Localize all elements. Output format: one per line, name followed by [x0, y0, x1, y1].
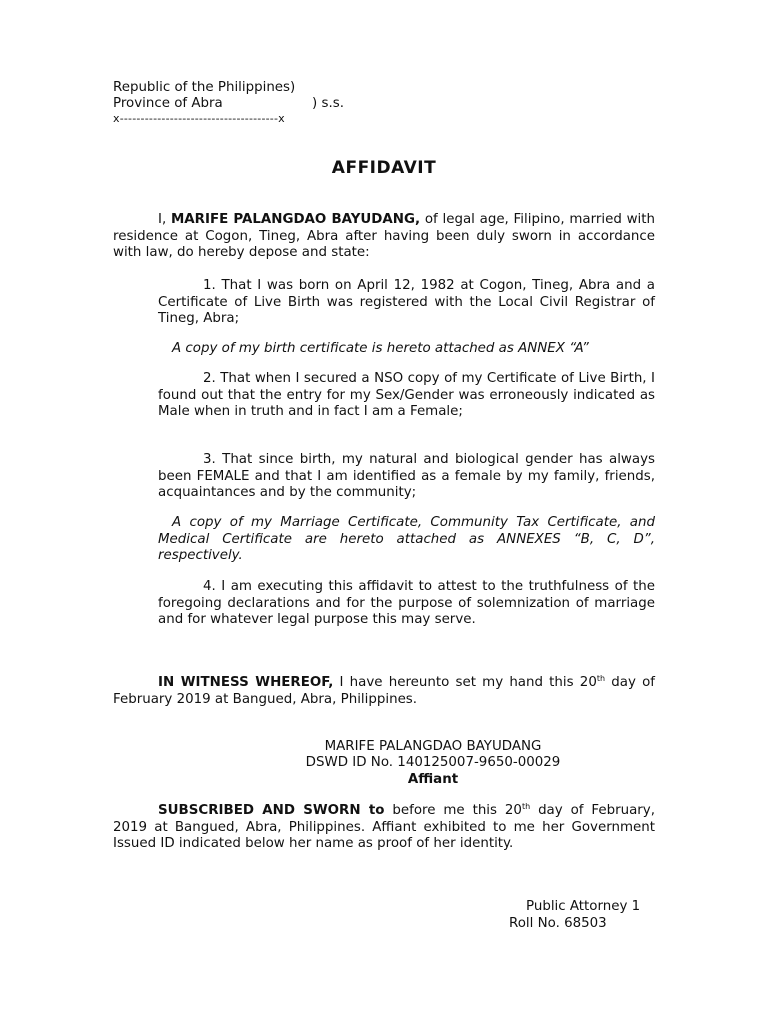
intro-lead: I,	[158, 212, 167, 227]
intro-paragraph	[113, 212, 655, 262]
statement-item-4: 4. I am executing this affidavit to attest to the truthfulness of the foregoing declarations and for the purpose of solemnization of marriage and for whatever legal purpose this may serve.	[158, 579, 655, 627]
jurat-sup: th	[521, 802, 531, 811]
affiant-role: Affiant	[407, 772, 459, 787]
affiant-name: MARIFE PALANGDAO BAYUDANG	[324, 739, 542, 754]
venue-province: Province of Abra	[113, 96, 223, 111]
annex-bcd-note: A copy of my Marriage Certificate, Community Tax Certificate, and Medical Certificate are hereto attached as ANNEXES “B, C, D”, respectively.	[158, 515, 655, 563]
venue-ss: ) s.s.	[312, 96, 344, 111]
witness-text-1: I have hereunto set my hand this 20	[339, 675, 597, 690]
affiant-id: DSWD ID No. 140125007-9650-00029	[305, 755, 561, 770]
witness-clause	[113, 675, 655, 708]
jurat-paragraph	[113, 803, 655, 853]
annex-a-note: A copy of my birth certificate is hereto attached as ANNEX “A”	[172, 341, 589, 356]
jurat-text-1: before me this 20	[392, 803, 522, 818]
venue-republic: Republic of the Philippines)	[113, 80, 296, 95]
statement-item-3: 3. That since birth, my natural and biological gender has always been FEMALE and that I am identified as a female by my family, friends, acquaintances and by the community;	[158, 452, 655, 500]
statement-item-1: 1. That I was born on April 12, 1982 at Cogon, Tineg, Abra and a Certificate of Live Birth was registered with the Local Civil Registrar of Tineg, Abra;	[158, 278, 655, 326]
jurat-lead: SUBSCRIBED AND SWORN to	[158, 803, 385, 818]
statement-item-2: 2. That when I secured a NSO copy of my Certificate of Live Birth, I found out that the entry for my Sex/Gender was erroneously indicated as Male when in truth and in fact I am a Female;	[158, 371, 655, 419]
witness-sup: th	[596, 674, 606, 683]
witness-lead: IN WITNESS WHEREOF,	[158, 675, 334, 690]
intro-text: of legal age, Filipino, married with residence at Cogon, Tineg, Abra after having been duly sworn in accordance with law, do hereby depose and state:	[113, 212, 655, 260]
affiant-name-inline: MARIFE PALANGDAO BAYUDANG,	[170, 212, 421, 227]
jurat-text-2: day of February, 2019 at Bangued, Abra, Philippines. Affiant exhibited to me her Government Issued ID indicated below her name as proof of her identity.	[113, 803, 655, 851]
caption-separator: x--------------------------------------x	[113, 112, 285, 125]
officer-title: Public Attorney 1	[526, 899, 641, 914]
page-title: AFFIDAVIT	[331, 158, 437, 178]
officer-roll: Roll No. 68503	[509, 916, 607, 931]
witness-text-2: day of February 2019 at Bangued, Abra, Philippines.	[113, 675, 655, 707]
